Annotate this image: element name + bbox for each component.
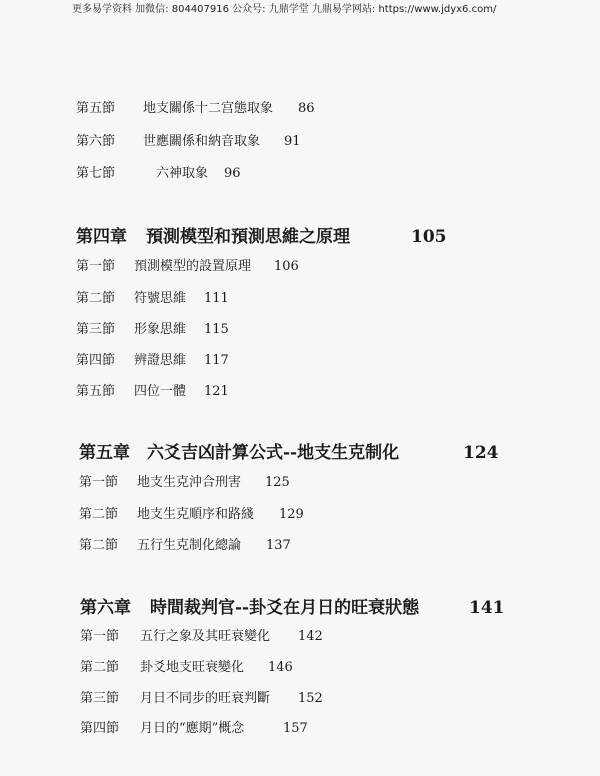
section-number: 第二節 — [76, 291, 116, 306]
chapter-title: 時間裁判官--卦爻在月日的旺衰狀態 — [150, 598, 420, 618]
section-title: 預測模型的設置原理 — [134, 259, 252, 274]
section-page: 142 — [298, 629, 323, 644]
section-number: 第三節 — [76, 322, 116, 337]
section-page: 146 — [268, 660, 293, 675]
section-number: 第五節 — [76, 384, 116, 399]
section-page: 152 — [298, 691, 323, 706]
section-page: 111 — [204, 291, 229, 306]
section-number: 第六節 — [76, 134, 116, 149]
section-title: 世應關係和納音取象 — [143, 134, 261, 149]
section-number: 第一節 — [80, 629, 120, 644]
chapter-page: 124 — [463, 443, 499, 463]
section-title: 卦爻地支旺衰變化 — [140, 660, 245, 675]
section-number: 第三節 — [80, 691, 120, 706]
section-number: 第七節 — [76, 166, 116, 181]
chapter-number: 第四章 — [76, 227, 127, 247]
section-title: 月日不同步的旺衰判斷 — [140, 691, 271, 706]
section-page: 115 — [204, 322, 229, 337]
chapter-title: 六爻吉凶計算公式--地支生克制化 — [147, 443, 400, 463]
section-page: 121 — [204, 384, 229, 399]
section-number: 第二節 — [80, 660, 120, 675]
section-page: 117 — [204, 353, 229, 368]
section-title: 地支關係十二宫態取象 — [143, 101, 274, 116]
chapter-title: 預測模型和預測思維之原理 — [146, 227, 350, 247]
section-number: 第一節 — [76, 259, 116, 274]
section-page: 125 — [265, 475, 290, 490]
section-title: 六神取象 — [156, 166, 209, 181]
section-title: 五行之象及其旺衰變化 — [140, 629, 271, 644]
section-title: 符號思維 — [134, 291, 187, 306]
section-page: 137 — [266, 538, 291, 553]
chapter-number: 第六章 — [80, 598, 131, 618]
section-number: 第五節 — [76, 101, 116, 116]
section-number: 第四節 — [76, 353, 116, 368]
section-title: 地支生克順序和路綫 — [137, 507, 255, 522]
section-page: 106 — [274, 259, 299, 274]
section-number: 第二節 — [79, 507, 119, 522]
section-title: 地支生克沖合刑害 — [137, 475, 242, 490]
section-title: 月日的“應期”概念 — [140, 721, 245, 736]
section-page: 96 — [224, 166, 241, 181]
section-page: 129 — [279, 507, 304, 522]
section-page: 91 — [284, 134, 301, 149]
section-title: 辨證思維 — [134, 353, 187, 368]
chapter-number: 第五章 — [79, 443, 130, 463]
section-number: 第四節 — [80, 721, 120, 736]
chapter-page: 105 — [411, 227, 447, 247]
section-title: 四位一體 — [134, 384, 187, 399]
section-title: 五行生克制化總論 — [137, 538, 242, 553]
section-number: 第一節 — [79, 475, 119, 490]
page-header-watermark: 更多易学资料 加微信: 804407916 公众号: 九鼎学堂 九鼎易学网站: https://www.jdyx6.com/ — [72, 4, 497, 15]
section-title: 形象思維 — [134, 322, 187, 337]
chapter-page: 141 — [469, 598, 505, 618]
section-page: 86 — [298, 101, 315, 116]
section-number: 第二節 — [79, 538, 119, 553]
section-page: 157 — [283, 721, 308, 736]
